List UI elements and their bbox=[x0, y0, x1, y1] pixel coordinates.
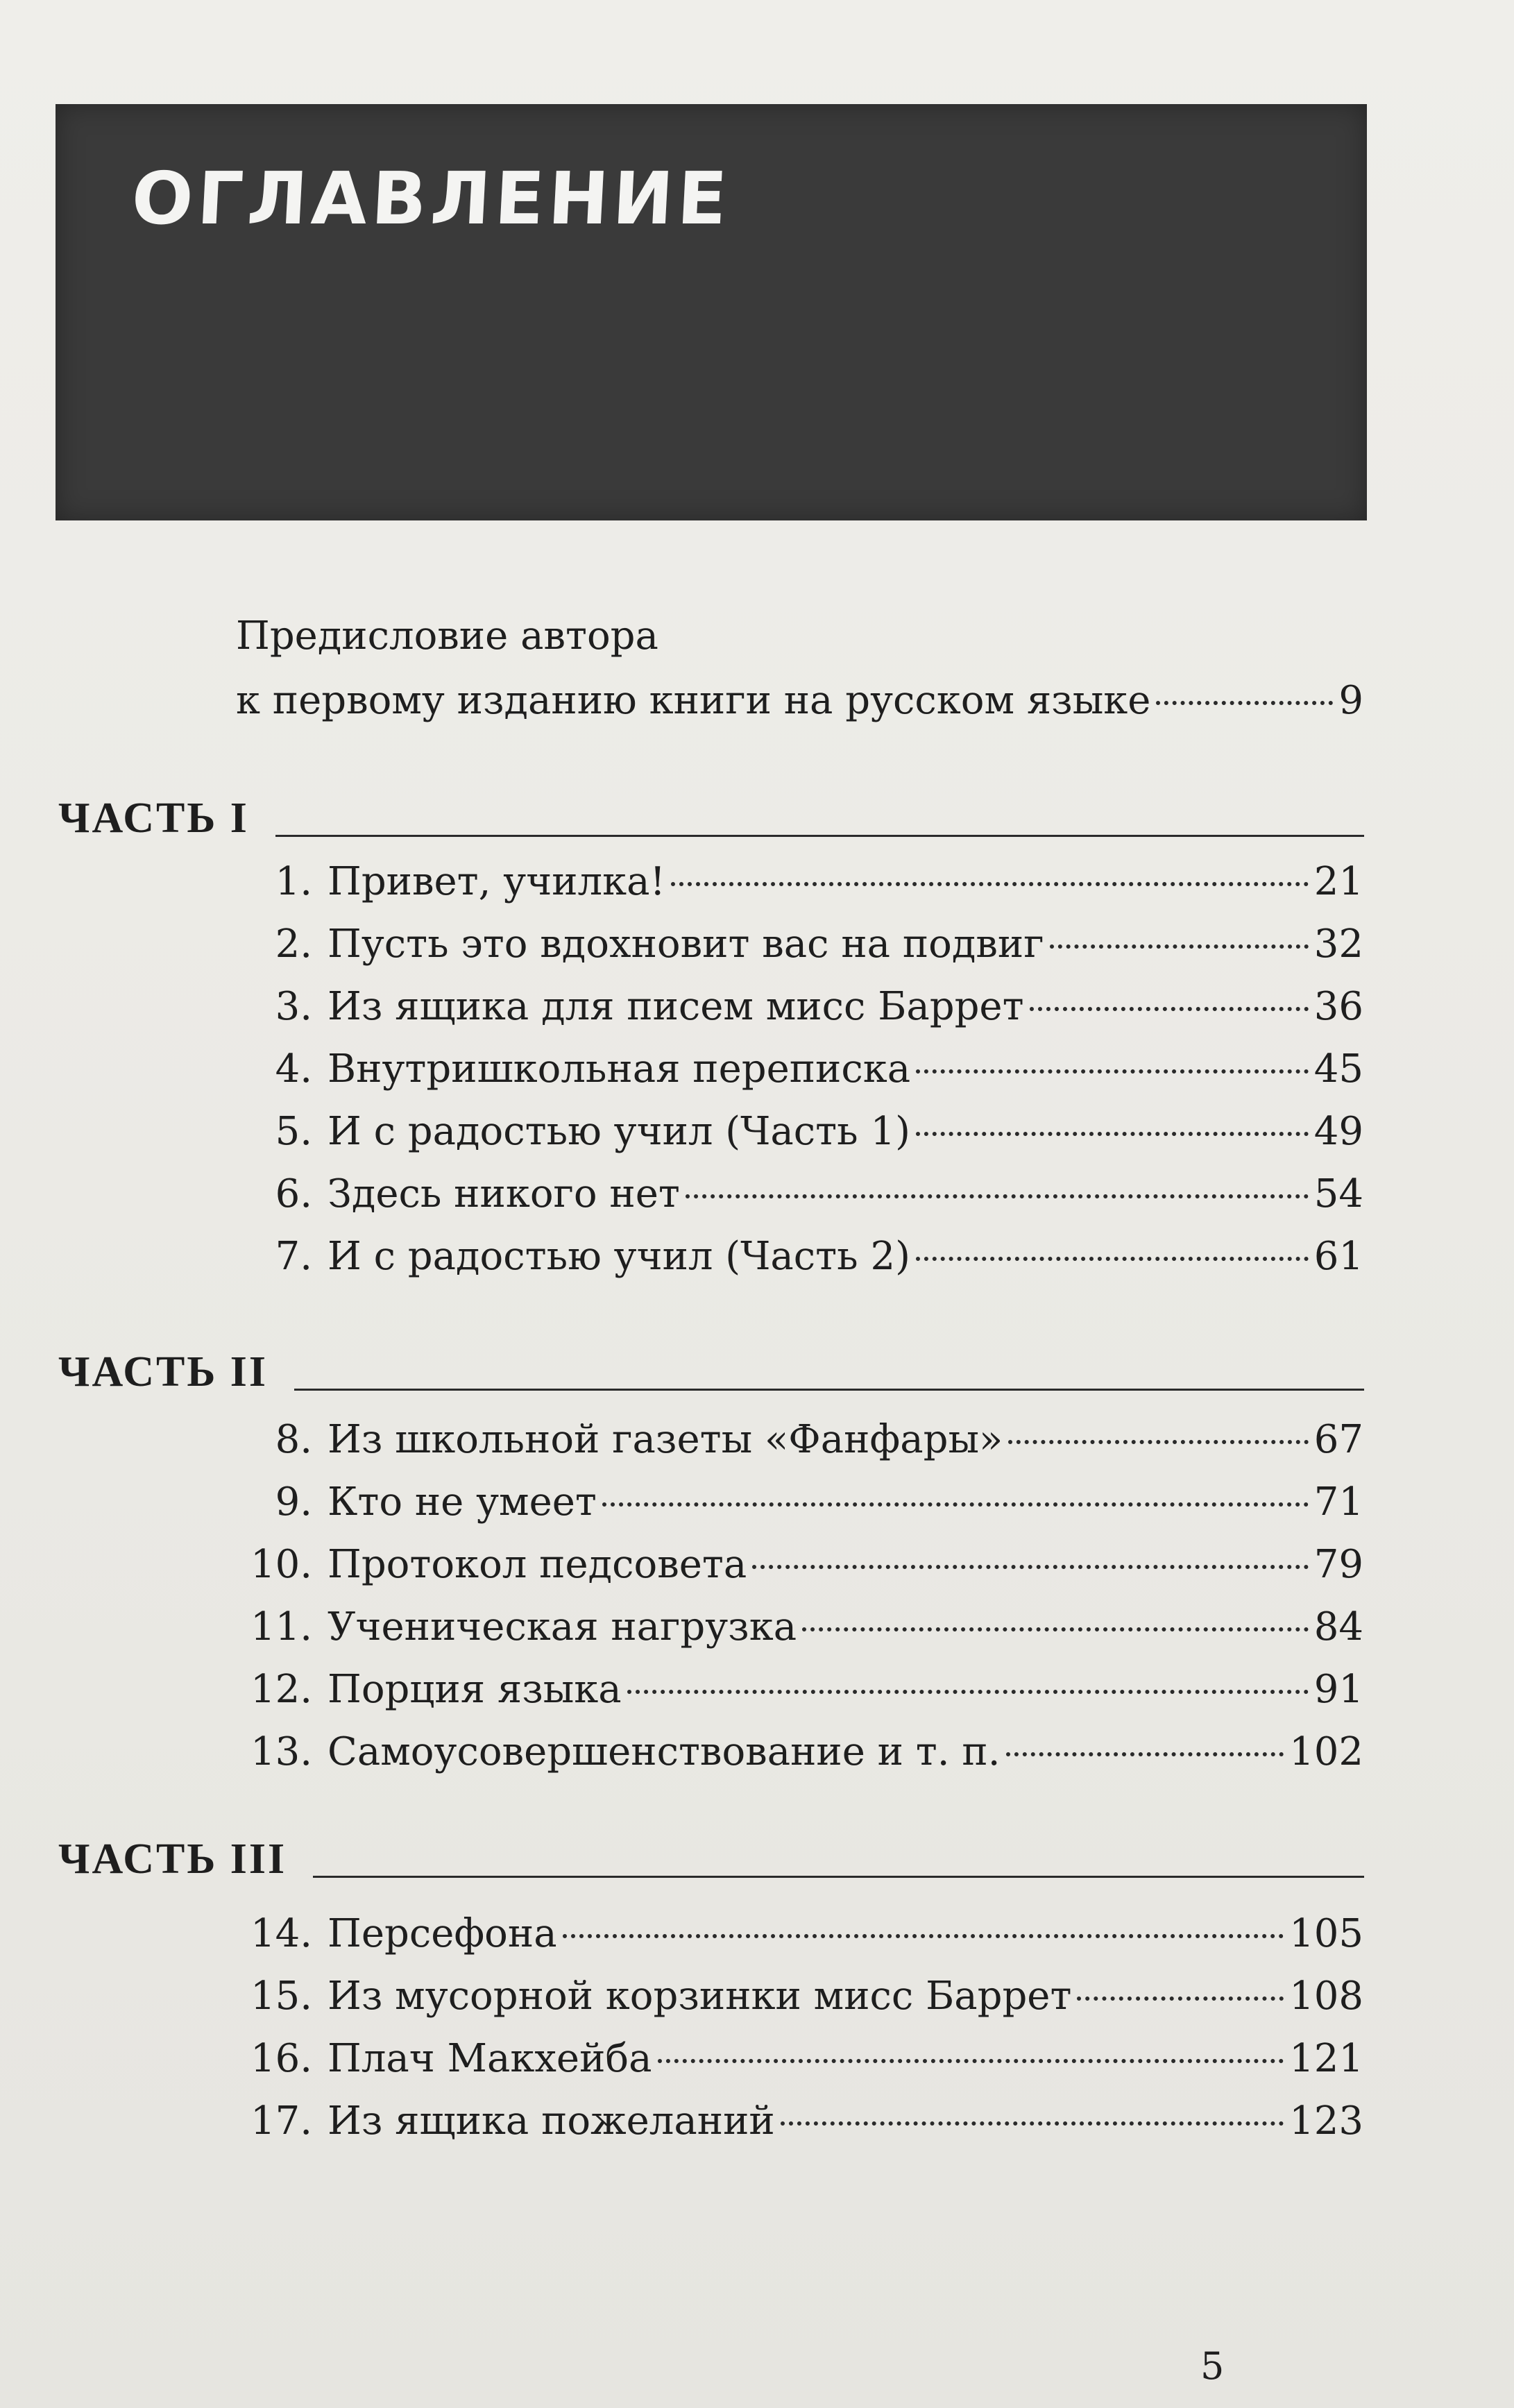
part-label: ЧАСТЬ III bbox=[58, 1835, 287, 1883]
dot-leader bbox=[1077, 1996, 1284, 2001]
toc-entry bbox=[236, 1163, 1363, 1226]
chapter-page-number: 91 bbox=[1313, 1667, 1363, 1712]
toc-entry bbox=[236, 1903, 1363, 1965]
toc-entry bbox=[236, 1409, 1363, 1471]
dot-leader bbox=[1006, 1752, 1284, 1756]
chapter-title: Здесь никого нет bbox=[328, 1171, 680, 1216]
chapter-number: 17. bbox=[250, 2098, 312, 2144]
chapter-page-number: 54 bbox=[1313, 1171, 1363, 1216]
dot-leader bbox=[781, 2121, 1284, 2126]
preface-entry bbox=[236, 604, 1363, 733]
part-rule bbox=[275, 835, 1364, 837]
chapter-title: Самоусовершенствование и т. п. bbox=[328, 1729, 1001, 1774]
preface-title-line2: к первому изданию книги на русском языке bbox=[236, 678, 1151, 723]
dot-leader bbox=[916, 1069, 1309, 1074]
toc-entry bbox=[236, 1226, 1363, 1288]
chapter-number: 16. bbox=[250, 2036, 312, 2081]
chapter-title: Внутришкольная переписка bbox=[328, 1046, 911, 1092]
part-3-chapter-list bbox=[236, 1903, 1363, 2153]
preface-title-line1: Предисловие автора bbox=[236, 613, 658, 659]
chapter-title: Кто не умеет bbox=[328, 1479, 597, 1525]
toc-entry bbox=[236, 1038, 1363, 1101]
dot-leader bbox=[563, 1934, 1284, 1938]
chapter-title: Ученическая нагрузка bbox=[328, 1604, 797, 1650]
toc-entry bbox=[236, 1659, 1363, 1721]
chapter-page-number: 102 bbox=[1289, 1729, 1363, 1774]
dot-leader bbox=[658, 2059, 1284, 2063]
part-rule bbox=[313, 1876, 1364, 1878]
chapter-page-number: 45 bbox=[1313, 1046, 1363, 1092]
chapter-number: 15. bbox=[250, 1974, 312, 2019]
chapter-number: 8. bbox=[275, 1417, 312, 1462]
chapter-number: 14. bbox=[250, 1911, 312, 1956]
toc-entry bbox=[236, 976, 1363, 1038]
toc-entry bbox=[236, 913, 1363, 976]
dot-leader bbox=[916, 1257, 1309, 1261]
chapter-number: 3. bbox=[275, 984, 312, 1029]
chapter-page-number: 79 bbox=[1313, 1542, 1363, 1587]
part-rule bbox=[294, 1389, 1364, 1391]
page-folio: 5 bbox=[1200, 2344, 1225, 2388]
part-label: ЧАСТЬ II bbox=[58, 1348, 269, 1396]
toc-heading: ОГЛАВЛЕНИЕ bbox=[129, 156, 733, 241]
chapter-page-number: 84 bbox=[1313, 1604, 1363, 1650]
chapter-page-number: 71 bbox=[1313, 1479, 1363, 1525]
dot-leader bbox=[602, 1502, 1309, 1507]
toc-entry bbox=[236, 1101, 1363, 1163]
toc-entry bbox=[236, 2090, 1363, 2153]
chapter-page-number: 36 bbox=[1313, 984, 1363, 1029]
chapter-page-number: 108 bbox=[1289, 1974, 1363, 2019]
chapter-title: И с радостью учил (Часть 2) bbox=[328, 1234, 910, 1279]
part-label: ЧАСТЬ I bbox=[58, 795, 249, 842]
toc-entry bbox=[236, 1471, 1363, 1534]
part-1-header bbox=[58, 797, 1364, 840]
dot-leader bbox=[1156, 701, 1333, 705]
toc-entry bbox=[236, 1965, 1363, 2028]
chapter-title: Плач Макхейба bbox=[328, 2036, 652, 2081]
chapter-number: 11. bbox=[250, 1604, 312, 1650]
chapter-number: 12. bbox=[250, 1667, 312, 1712]
dot-leader bbox=[1030, 1007, 1309, 1011]
part-2-header bbox=[58, 1348, 1364, 1396]
chapter-title: Протокол педсовета bbox=[328, 1542, 747, 1587]
toc-entry bbox=[236, 1534, 1363, 1596]
dot-leader bbox=[752, 1565, 1308, 1569]
chapter-title: Из ящика пожеланий bbox=[328, 2098, 775, 2144]
chapter-title: Персефона bbox=[328, 1911, 557, 1956]
chapter-page-number: 123 bbox=[1289, 2098, 1363, 2144]
chapter-page-number: 121 bbox=[1289, 2036, 1363, 2081]
chapter-title: Из школьной газеты «Фанфары» bbox=[328, 1417, 1003, 1462]
chapter-page-number: 105 bbox=[1289, 1911, 1363, 1956]
chapter-number: 2. bbox=[275, 922, 312, 967]
chapter-page-number: 32 bbox=[1313, 922, 1363, 967]
chapter-page-number: 67 bbox=[1313, 1417, 1363, 1462]
chapter-number: 4. bbox=[275, 1046, 312, 1092]
chapter-title: Из ящика для писем мисс Баррет bbox=[328, 984, 1024, 1029]
chapter-number: 1. bbox=[275, 859, 312, 904]
chapter-number: 13. bbox=[250, 1729, 312, 1774]
toc-entry bbox=[236, 1721, 1363, 1783]
dot-leader bbox=[1050, 944, 1309, 949]
toc-entry bbox=[236, 2028, 1363, 2090]
chapter-page-number: 49 bbox=[1313, 1109, 1363, 1154]
dot-leader bbox=[627, 1690, 1309, 1694]
chapter-page-number: 21 bbox=[1313, 859, 1363, 904]
preface-page-number: 9 bbox=[1338, 678, 1363, 723]
chapter-title: И с радостью учил (Часть 1) bbox=[328, 1109, 910, 1154]
dot-leader bbox=[1008, 1440, 1308, 1444]
part-3-header bbox=[58, 1835, 1364, 1883]
toc-entry bbox=[236, 1596, 1363, 1659]
chapter-number: 10. bbox=[250, 1542, 312, 1587]
dot-leader bbox=[686, 1194, 1309, 1198]
part-2-chapter-list bbox=[236, 1409, 1363, 1783]
chapter-number: 9. bbox=[275, 1479, 312, 1525]
chapter-title: Порция языка bbox=[328, 1667, 622, 1712]
part-1-chapter-list bbox=[236, 851, 1363, 1288]
dot-leader bbox=[671, 882, 1309, 886]
chapter-title: Из мусорной корзинки мисс Баррет bbox=[328, 1974, 1072, 2019]
chapter-title: Привет, училка! bbox=[328, 859, 666, 904]
toc-entry bbox=[236, 851, 1363, 913]
chapter-number: 7. bbox=[275, 1234, 312, 1279]
dot-leader bbox=[916, 1132, 1309, 1136]
dot-leader bbox=[802, 1627, 1309, 1631]
chapter-number: 5. bbox=[275, 1109, 312, 1154]
chapter-number: 6. bbox=[275, 1171, 312, 1216]
preface-row bbox=[236, 668, 1363, 733]
chapter-page-number: 61 bbox=[1313, 1234, 1363, 1279]
chapter-title: Пусть это вдохновит вас на подвиг bbox=[328, 922, 1044, 967]
